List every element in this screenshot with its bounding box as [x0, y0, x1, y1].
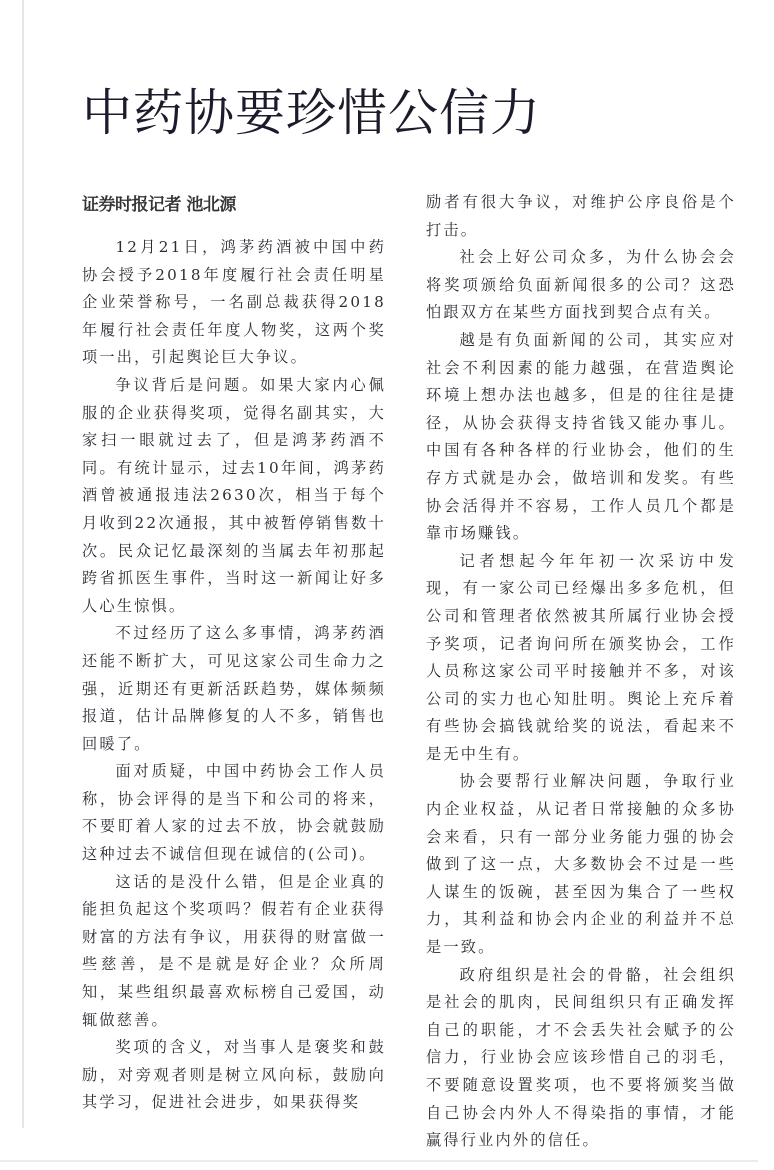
paragraph: 社会上好公司众多，为什么协会会将奖项颁给负面新闻很多的公司？这恐怕跟双方在某些方面找到契合点有关。 — [426, 248, 736, 322]
article-title: 中药协要珍惜公信力 — [82, 84, 541, 142]
paragraph: 12月21日，鸿茅药酒被中国中药协会授予2018年度履行社会责任明星企业荣誉称号，一名副总裁获得2018年履行社会责任年度人物奖，这两个奖项一出，引起舆论巨大争议。 — [82, 238, 386, 367]
paragraph: 面对质疑，中国中药协会工作人员称，协会评得的是当下和公司的将来，不要盯着人家的过去不放，协会就鼓励这种过去不诚信但现在诚信的(公司)。 — [82, 762, 386, 864]
paragraph: 不过经历了这么多事情，鸿茅药酒还能不断扩大，可见这家公司生命力之强，近期还有更新活跃趋势，媒体频频报道，估计品牌修复的人不多，销售也回暖了。 — [82, 624, 386, 753]
bottom-divider — [0, 1160, 758, 1162]
article-byline: 证券时报记者 池北源 — [82, 195, 236, 215]
paragraph: 这话的是没什么错，但是企业真的能担负起这个奖项吗？假若有企业获得财富的方法有争议，用获得的财富做一些慈善，是不是就是好企业？众所周知，某些组织最喜欢标榜自己爱国，动辄做慈善。 — [82, 872, 386, 1029]
article-column-right — [426, 189, 736, 1155]
paragraph-continued: 励者有很大争议，对维护公序良俗是个打击。 — [426, 193, 736, 239]
paragraph: 政府组织是社会的骨骼，社会组织是社会的肌肉，民间组织只有正确发挥自己的职能，才不会丢失社会赋予的公信力，行业协会应该珍惜自己的羽毛，不要随意设置奖项，也不要将颁奖当做自己协会内外人不得染指的事情，才能赢得行业内外的信任。 — [426, 965, 736, 1150]
paragraph: 争议背后是问题。如果大家内心佩服的企业获得奖项，觉得名副其实，大家扫一眼就过去了，但是鸿茅药酒不同。有统计显示，过去10年间，鸿茅药酒曾被通报违法2630次，相当于每个月收到22次通报，其中被暂停销售数十次。民众记忆最深刻的当属去年初那起跨省抓医生事件，当时这一新闻让好多人心生惊惧。 — [82, 375, 386, 615]
paragraph: 越是有负面新闻的公司，其实应对社会不利因素的能力越强，在营造舆论环境上想办法也越多，但是的往往是捷径，从协会获得支持省钱又能办事儿。中国有各种各样的行业协会，他们的生存方式就是办会，做培训和发奖。有些协会活得并不容易，工作人员几个都是靠市场赚钱。 — [426, 330, 736, 543]
article-column-left — [82, 234, 386, 1117]
paragraph: 奖项的含义，对当事人是褒奖和鼓励，对旁观者则是树立风向标，鼓励向其学习，促进社会进步，如果获得奖 — [82, 1038, 386, 1112]
paragraph: 记者想起今年年初一次采访中发现，有一家公司已经爆出多多危机，但公司和管理者依然被其所属行业协会授予奖项，记者询问所在颁奖协会，工作人员称这家公司平时接触并不多，对该公司的实力也心知肚明。舆论上充斥着有些协会搞钱就给奖的说法，看起来不是无中生有。 — [426, 551, 736, 763]
page-left-edge — [22, 0, 24, 1128]
paragraph: 协会要帮行业解决问题，争取行业内企业权益，从记者日常接触的众多协会来看，只有一部分业务能力强的协会做到了这一点，大多数协会不过是一些人谋生的饭碗，甚至因为集合了一些权力，其利益和协会内企业的利益并不总是一致。 — [426, 772, 736, 957]
